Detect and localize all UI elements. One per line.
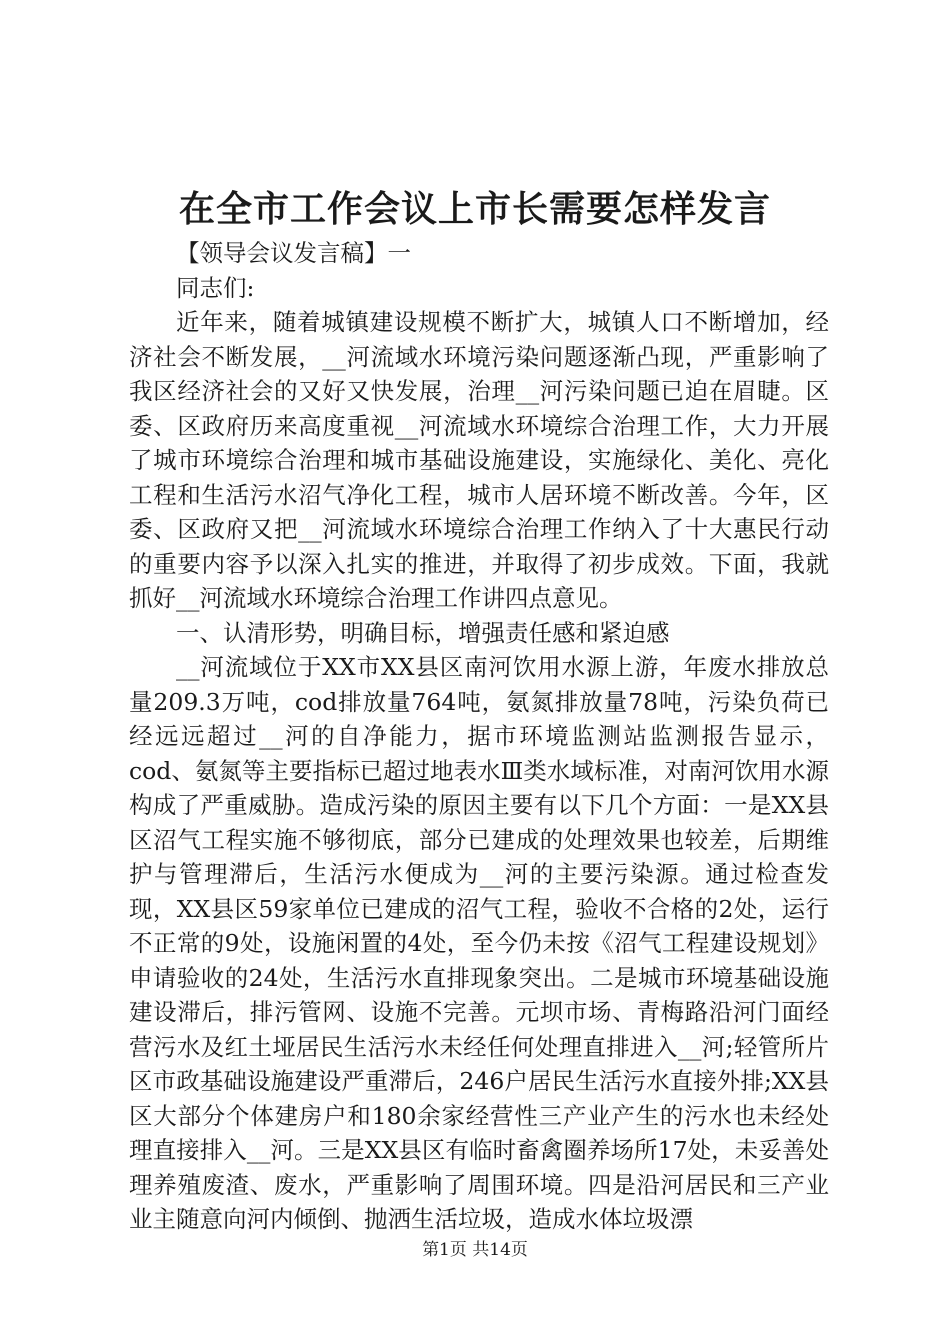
paragraph-intro: 近年来，随着城镇建设规模不断扩大，城镇人口不断增加，经济社会不断发展，__河流域水环境污染问题逐渐凸现，严重影响了我区经济社会的又好又快发展，治理__河污染问题已迫在眉睫。区委、区政府历来高度重视__河流域水环境综合治理工作，大力开展了城市环境综合治理和城市基础设施建设，实施绿化、美化、亮化工程和生活污水沼气净化工程，城市人居环境不断改善。今年，区委、区政府又把__河流域水环境综合治理工作纳入了十大惠民行动的重要内容予以深入扎实的推进，并取得了初步成效。下面，我就抓好__河流域水环境综合治理工作讲四点意见。 [129, 308, 829, 612]
document-title: 在全市工作会议上市长需要怎样发言 [178, 188, 771, 230]
section-heading: 一、认清形势，明确目标，增强责任感和紧迫感 [176, 618, 670, 647]
document-tag: 【领导会议发言稿】一 [176, 239, 411, 267]
salutation: 同志们: [176, 273, 255, 302]
page-footer: 第1页 共14页 [422, 1240, 528, 1260]
paragraph-situation: __河流域位于XX市XX县区南河饮用水源上游，年废水排放总量209.3万吨，cod排放量764吨，氨氮排放量78吨，污染负荷已经远远超过__河的自净能力，据市环境监测站监测报告显示，cod、氨氮等主要指标已超过地表水Ⅲ类水域标准，对南河饮用水源构成了严重威胁。造成污染的原因主要有以下几个方面：一是XX县区沼气工程实施不够彻底，部分已建成的处理效果也较差，后期维护与管理滞后，生活污水便成为__河的主要污染源。通过检查发现，XX县区59家单位已建成的沼气工程，验收不合格的2处，运行不正常的9处，设施闲置的4处，至今仍未按《沼气工程建设规划》申请验收的24处，生活污水直排现象突出。二是城市环境基础设施建设滞后，排污管网、设施不完善。元坝市场、青梅路沿河门面经营污水及红土垭居民生活污水未经任何处理直排进入__河;轻管所片区市政基础设施建设严重滞后，246户居民生活污水直接外排;XX县区大部分个体建房户和180余家经营性三产业产生的污水也未经处理直接排入__河。三是XX县区有临时畜禽圈养场所17处，未妥善处理养殖废渣、废水，严重影响了周围环境。四是沿河居民和三产业业主随意向河内倾倒、抛洒生活垃圾，造成水体垃圾漂 [129, 653, 829, 1233]
document-body [129, 236, 829, 1237]
